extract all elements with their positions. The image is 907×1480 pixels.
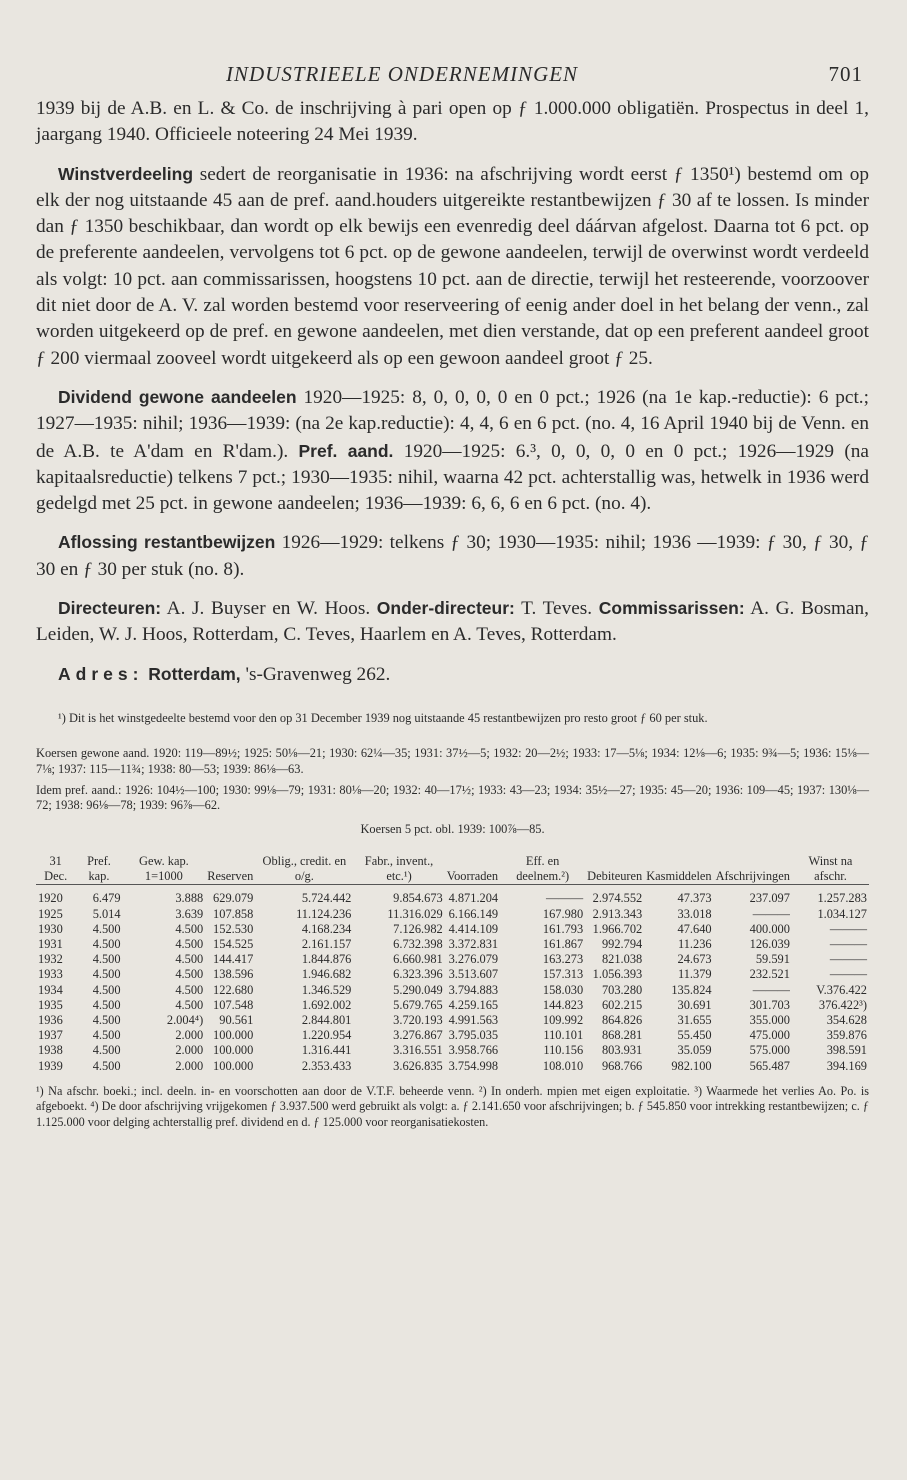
table-cell: 90.561 — [219, 1012, 254, 1027]
table-cell: 11.236 — [677, 936, 712, 951]
table-cell: 376.422³) — [818, 997, 867, 1012]
table-row — [36, 937, 869, 952]
table-cell: ——— — [829, 952, 867, 967]
table-cell: 107.858 — [213, 906, 254, 921]
table-cell: ——— — [829, 967, 867, 982]
address-label: Adres: — [58, 663, 144, 684]
table-cell: 59.591 — [755, 952, 790, 967]
table-cell: 6.660.981 — [393, 952, 443, 967]
table-cell: 5.290.049 — [393, 982, 443, 997]
pref-text: 1920—1925: 6.³, 0, 0, 0, 0 en 0 pct.; 1926—1929 (na kapitaalsreductie) telkens 7 pct.; 1930—1935: nihil, waarna 42 pct. achterstallig was, hetwelk in 1936 werd gedelgd met 25 pct. in gewone aandeelen; 1936—1939: 6, 6, 6 en 6 pct. (no. 4). — [36, 440, 869, 515]
table-cell: ——— — [752, 906, 790, 921]
table-cell: 4.500 — [175, 921, 204, 936]
address-city: Rotterdam, — [148, 663, 241, 684]
table-cell: 3.276.867 — [393, 1028, 443, 1043]
table-cell: 3.720.193 — [393, 1012, 443, 1027]
table-cell: 11.124.236 — [296, 906, 352, 921]
table-cell: 1935 — [38, 997, 63, 1012]
table-cell: 4.500 — [92, 967, 121, 982]
table-cell: 301.703 — [749, 997, 790, 1012]
table-cell: 5.724.442 — [301, 891, 352, 906]
running-title: INDUSTRIEELE ONDERNEMINGEN — [226, 62, 579, 86]
table-cell: 5.679.765 — [393, 997, 443, 1012]
table-cell: 2.974.552 — [592, 891, 643, 906]
table-cell: 30.691 — [677, 997, 712, 1012]
table-cell: 1.316.441 — [301, 1043, 352, 1058]
table-cell: 158.030 — [542, 982, 584, 997]
table-cell: 1.257.283 — [817, 891, 867, 906]
table-cell: ——— — [829, 936, 867, 951]
page-number: 701 — [828, 62, 863, 86]
table-cell: 4.500 — [175, 997, 204, 1012]
table-row — [36, 952, 869, 967]
directeuren-heading: Directeuren: — [58, 598, 162, 619]
table-footnotes: ¹) Na afschr. boeki.; incl. deeln. in- en voorschotten aan door de V.T.F. beheerde venn. ²) In onderh. mpien met eigen exploitatie. ³) Waarmede het verlies Ao. Po. is afgeboekt. ⁴) De door afschrijving vrijgekomen ƒ 3.937.500 werd gebruikt als volgt: a. ƒ 2.141.650 voor afschrijvingen; b. ƒ 545.850 voor intrekking restantbewijzen; c. ƒ 1.125.000 voor delging achterstallig pref. dividend en d. ƒ 125.000 voor reorganisatiekosten. — [36, 1083, 869, 1129]
table-cell: 11.316.029 — [387, 906, 443, 921]
table-header-cell: Oblig., credit. en o/g. — [262, 853, 347, 884]
table-cell: 47.373 — [677, 891, 712, 906]
table-cell: 11.379 — [677, 967, 712, 982]
table-header-cell: Winst na afschr. — [808, 853, 853, 884]
table-cell: 107.548 — [213, 997, 254, 1012]
table-header-cell: Debiteuren — [587, 869, 643, 884]
table-cell: 1931 — [38, 936, 63, 951]
table-header-cell: Reserven — [207, 869, 254, 884]
table-cell: 161.793 — [542, 921, 584, 936]
table-cell: 1.692.002 — [301, 997, 352, 1012]
table-cell: ——— — [829, 921, 867, 936]
table-header-cell: Kasmiddelen — [646, 869, 712, 884]
table-cell: 2.913.343 — [592, 906, 643, 921]
table-cell: 1933 — [38, 967, 63, 982]
table-header-cell: Voorraden — [446, 869, 499, 884]
table-header-cell: Eff. en deelnem.²) — [516, 853, 570, 884]
running-header — [36, 56, 869, 96]
table-cell: 154.525 — [213, 936, 254, 951]
commissarissen-heading: Commissarissen: — [598, 598, 745, 619]
table-cell: 4.500 — [92, 1012, 121, 1027]
table-cell: 100.000 — [213, 1028, 254, 1043]
table-cell: 3.958.766 — [448, 1043, 499, 1058]
table-cell: 6.479 — [92, 891, 121, 906]
table-header-row — [36, 854, 869, 885]
table-cell: 232.521 — [749, 967, 790, 982]
table-cell: 6.166.149 — [448, 906, 499, 921]
directeuren-text: A. J. Buyser en W. Hoos. — [166, 598, 371, 620]
pref-heading: Pref. aand. — [298, 440, 394, 461]
table-cell: 982.100 — [671, 1058, 712, 1073]
table-cell: 9.854.673 — [393, 891, 443, 906]
table-cell: 968.766 — [601, 1058, 643, 1073]
table-cell: 161.867 — [542, 936, 584, 951]
table-cell: 47.640 — [677, 921, 712, 936]
table-cell: 138.596 — [213, 967, 254, 982]
table-cell: 163.273 — [542, 952, 584, 967]
table-cell: 7.126.982 — [393, 921, 443, 936]
table-cell: 1932 — [38, 952, 63, 967]
table-cell: 864.826 — [601, 1012, 643, 1027]
table-cell: 4.259.165 — [448, 997, 499, 1012]
table-cell: 3.754.998 — [448, 1058, 499, 1073]
table-cell: 1938 — [38, 1043, 63, 1058]
onderdirecteur-heading: Onder-directeur: — [376, 598, 515, 619]
winstverdeeling-text: sedert de reorganisatie in 1936: na afschrijving wordt eerst ƒ 1350¹) bestemd om op elk der nog uitstaande 45 aan de pref. aand.houders uitgereikte restantbewijzen ƒ 30 af te lossen. Is minder dan ƒ 1350 beschikbaar, dan wordt op elk bewijs een evenredig deel dáárvan afgelost. Daarna tot 6 pct. op de preferente aandeelen, vervolgens tot 6 pct. op de gewone aandeelen, terwijl de overwinst wordt verdeeld als volgt: 10 pct. aan commissarissen, hoogstens 10 pct. aan de directie, terwijl het resteerende, voorzoover dit niet door de A. V. zal worden bestemd voor reserveering of eenig ander doel in het belang der venn., zal worden uitgekeerd op de pref. en gewone aandeelen, met dien verstande, dat op een preferent aandeel groot ƒ 200 viermaal zooveel wordt uitgekeerd als op een gewoon aandeel groot ƒ 25. — [36, 163, 869, 369]
financial-table-body — [36, 885, 869, 1074]
table-header-cell: Gew. kap. 1=1000 — [139, 853, 189, 884]
table-cell: 1936 — [38, 1012, 63, 1027]
table-cell: 359.876 — [826, 1028, 867, 1043]
dividend-text: 1920—1925: 8, 0, 0, 0, 0 en 0 pct.; 1926 (na 1e kap.-reductie): 6 pct.; 1927—1935: nihil; 1936—1939: (na 2e kap.reductie): 4, 4, 6 en 6 pct. (no. 4, 16 April 1940 bij de Venn. en de A.B. te A'dam en R'dam.). — [36, 386, 869, 462]
commissarissen-text: A. G. Bosman, Leiden, W. J. Hoos, Rotterdam, C. Teves, Haarlem en A. Teves, Rotterdam. — [36, 598, 870, 646]
table-cell: 4.500 — [92, 1058, 121, 1073]
address-street: 's-Gravenweg 262. — [245, 663, 391, 685]
table-cell: 2.353.433 — [301, 1058, 352, 1073]
table-cell: 565.487 — [749, 1058, 790, 1073]
table-cell: 3.794.883 — [448, 982, 499, 997]
table-cell: 4.991.563 — [448, 1012, 499, 1027]
table-cell: 3.626.835 — [393, 1058, 443, 1073]
table-row — [36, 1028, 869, 1043]
aflossing-text: 1926—1929: telkens ƒ 30; 1930—1935: nihil; 1936 —1939: ƒ 30, ƒ 30, ƒ 30 en ƒ 30 per stuk (no. 8). — [36, 532, 869, 580]
table-cell: 167.980 — [542, 906, 584, 921]
table-cell: 6.732.398 — [393, 936, 443, 951]
table-cell: ——— — [546, 891, 584, 906]
table-cell: 126.039 — [749, 936, 790, 951]
table-cell: 4.500 — [92, 921, 121, 936]
table-cell: 992.794 — [601, 936, 643, 951]
table-cell: 33.018 — [677, 906, 712, 921]
table-cell: 4.500 — [175, 952, 204, 967]
table-cell: 3.316.551 — [393, 1043, 443, 1058]
table-cell: 144.823 — [542, 997, 584, 1012]
dividend-heading: Dividend gewone aandeelen — [58, 386, 297, 407]
winstverdeeling-paragraph — [36, 161, 869, 372]
table-row — [36, 998, 869, 1013]
table-row — [36, 983, 869, 998]
table-cell: 35.059 — [677, 1043, 712, 1058]
table-cell: 3.639 — [175, 906, 204, 921]
table-cell: 1.056.393 — [592, 967, 643, 982]
table-cell: 4.500 — [92, 1043, 121, 1058]
table-cell: 2.004⁴) — [166, 1012, 204, 1027]
table-cell: 3.888 — [175, 891, 204, 906]
table-cell: 1937 — [38, 1028, 63, 1043]
table-row — [36, 1059, 869, 1074]
table-cell: 4.500 — [92, 982, 121, 997]
financial-table-head — [36, 854, 869, 885]
table-cell: 3.372.831 — [448, 936, 499, 951]
table-cell: 1.844.876 — [301, 952, 352, 967]
table-cell: 1.034.127 — [817, 906, 867, 921]
table-cell: 24.673 — [677, 952, 712, 967]
quotes-bonds: Koersen 5 pct. obl. 1939: 100⅞—85. — [360, 822, 545, 837]
table-cell: 5.014 — [92, 906, 121, 921]
table-cell: 821.038 — [601, 952, 643, 967]
table-cell: 4.168.234 — [301, 921, 352, 936]
table-row — [36, 907, 869, 922]
dividend-paragraph — [36, 384, 869, 517]
table-cell: 4.500 — [175, 967, 204, 982]
table-row — [36, 922, 869, 937]
table-cell: 3.795.035 — [448, 1028, 499, 1043]
intro-paragraph: 1939 bij de A.B. en L. & Co. de inschrijving à pari open op ƒ 1.000.000 obligatiën. Prospectus in deel 1, jaargang 1940. Officieele noteering 24 Mei 1939. — [36, 98, 869, 146]
table-cell: 110.101 — [543, 1028, 584, 1043]
table-cell: 398.591 — [826, 1043, 867, 1058]
table-cell: 3.276.079 — [448, 952, 499, 967]
body-text — [36, 96, 869, 688]
table-cell: 100.000 — [213, 1043, 254, 1058]
price-quotes — [36, 746, 869, 838]
table-header-cell: Pref. kap. — [87, 853, 111, 884]
table-cell: 108.010 — [542, 1058, 584, 1073]
table-cell: 1939 — [38, 1058, 63, 1073]
table-cell: 475.000 — [749, 1028, 790, 1043]
table-cell: 1930 — [38, 921, 63, 936]
table-cell: 575.000 — [749, 1043, 790, 1058]
table-row — [36, 891, 869, 906]
table-cell: 31.655 — [677, 1012, 712, 1027]
table-cell: 629.079 — [213, 891, 254, 906]
table-cell: 394.169 — [826, 1058, 867, 1073]
table-cell: 1920 — [38, 891, 63, 906]
table-cell: 109.992 — [542, 1012, 584, 1027]
table-cell: 2.000 — [175, 1058, 204, 1073]
table-cell: 135.824 — [671, 982, 712, 997]
table-cell: 2.000 — [175, 1043, 204, 1058]
table-cell: V.376.422 — [816, 982, 867, 997]
footnote-1: ¹) Dit is het winstgedeelte bestemd voor den op 31 December 1939 nog uitstaande 45 restantbewijzen pro resto groot ƒ 60 per stuk. — [58, 710, 708, 725]
table-header-cell: Fabr., invent., etc.¹) — [364, 853, 434, 884]
aflossing-paragraph — [36, 529, 869, 583]
table-cell: 1.966.702 — [592, 921, 643, 936]
table-row — [36, 1043, 869, 1058]
table-cell: 4.500 — [92, 952, 121, 967]
financial-table — [36, 854, 869, 1074]
table-header-cell: Afschrijvingen — [715, 869, 790, 884]
table-cell: 1.346.529 — [301, 982, 352, 997]
table-row — [36, 967, 869, 982]
winstverdeeling-heading: Winstverdeeling — [58, 163, 194, 184]
table-cell: 157.313 — [542, 967, 584, 982]
table-row — [36, 1013, 869, 1028]
table-cell: 803.931 — [601, 1043, 643, 1058]
table-cell: 144.417 — [213, 952, 254, 967]
table-cell: 602.215 — [601, 997, 643, 1012]
onderdirecteur-text: T. Teves. — [521, 598, 593, 620]
table-cell: 4.500 — [92, 997, 121, 1012]
table-cell: 237.097 — [749, 891, 790, 906]
table-cell: 2.000 — [175, 1028, 204, 1043]
quotes-pref-shares: Idem pref. aand.: 1926: 104½—100; 1930: 99⅛—79; 1931: 80⅛—20; 1932: 40—17½; 1933: 43—23; 1934: 35½—27; 1935: 45—20; 1936: 109—45; 1937: 130⅛—72; 1938: 96⅛—78; 1939: 96⅞—62. — [36, 782, 869, 813]
table-cell: 1934 — [38, 982, 63, 997]
table-header-cell: 31 Dec. — [44, 853, 68, 884]
table-cell: 4.414.109 — [448, 921, 499, 936]
table-cell: 354.628 — [826, 1012, 867, 1027]
table-cell: 110.156 — [543, 1043, 584, 1058]
table-cell: 400.000 — [749, 921, 790, 936]
table-cell: 868.281 — [601, 1028, 643, 1043]
table-cell: 152.530 — [213, 921, 254, 936]
table-cell: 4.500 — [175, 936, 204, 951]
table-cell: 355.000 — [749, 1012, 790, 1027]
table-cell: ——— — [752, 982, 790, 997]
table-cell: 1.220.954 — [301, 1028, 352, 1043]
address-line — [36, 661, 869, 688]
table-cell: 4.500 — [92, 1028, 121, 1043]
table-cell: 703.280 — [601, 982, 643, 997]
table-cell: 4.871.204 — [448, 891, 499, 906]
aflossing-heading: Aflossing restantbewijzen — [58, 532, 276, 553]
management-paragraph — [36, 595, 869, 649]
table-cell: 6.323.396 — [393, 967, 443, 982]
table-cell: 55.450 — [677, 1028, 712, 1043]
table-cell: 2.161.157 — [301, 936, 352, 951]
table-cell: 4.500 — [92, 936, 121, 951]
table-cell: 1925 — [38, 906, 63, 921]
table-cell: 122.680 — [213, 982, 254, 997]
table-cell: 2.844.801 — [301, 1012, 352, 1027]
table-cell: 100.000 — [213, 1058, 254, 1073]
table-cell: 4.500 — [175, 982, 204, 997]
table-cell: 3.513.607 — [448, 967, 499, 982]
table-cell: 1.946.682 — [301, 967, 352, 982]
quotes-common-shares: Koersen gewone aand. 1920: 119—89½; 1925: 50⅛—21; 1930: 62¼—35; 1931: 37½—5; 1932: 20—2½; 1933: 17—5⅛; 1934: 12⅛—6; 1935: 9¾—5; 1936: 15⅛—7⅛; 1937: 115—11¾; 1938: 80—53; 1939: 86⅛—63. — [36, 745, 869, 776]
